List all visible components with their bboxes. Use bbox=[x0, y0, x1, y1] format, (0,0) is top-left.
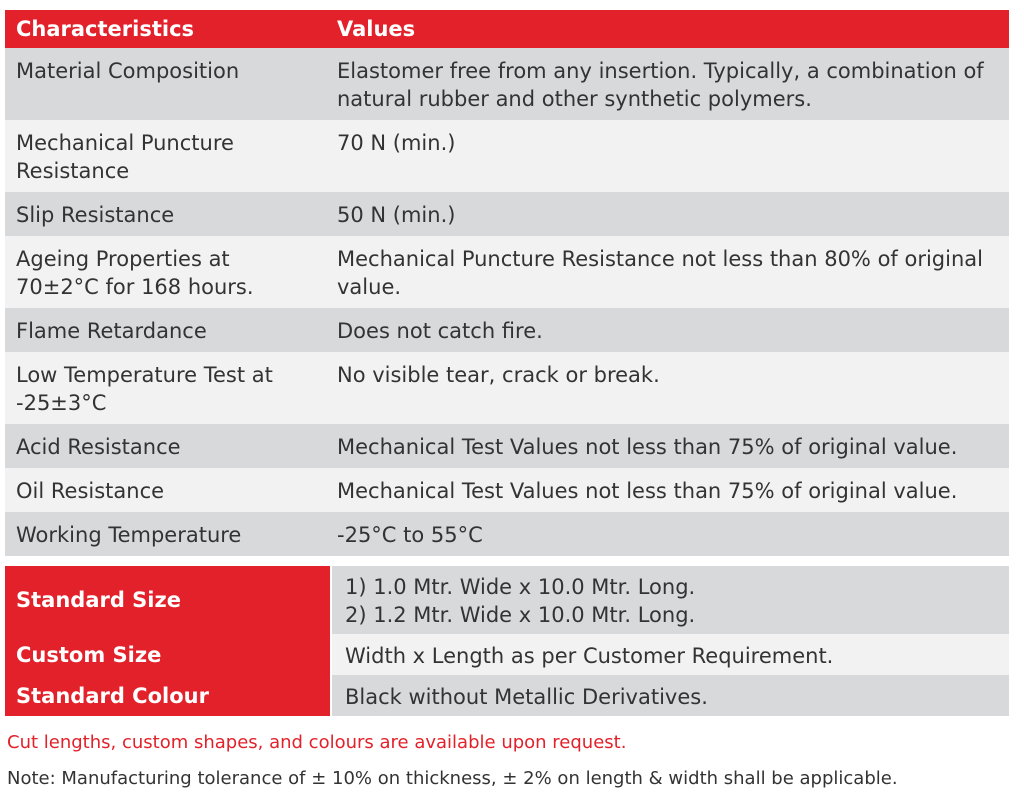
table-row bbox=[5, 566, 1009, 634]
characteristic-cell: Acid Resistance bbox=[5, 424, 321, 468]
characteristic-cell: Mechanical Puncture Resistance bbox=[5, 120, 321, 192]
value-cell: Does not catch fire. bbox=[321, 308, 1009, 352]
table-row bbox=[5, 48, 1009, 120]
standard-colour-label: Standard Colour bbox=[5, 675, 331, 716]
availability-note: Cut lengths, custom shapes, and colours are available upon request. bbox=[7, 732, 627, 753]
standard-size-values bbox=[331, 566, 1009, 634]
characteristic-cell: Slip Resistance bbox=[5, 192, 321, 236]
tolerance-note: Note: Manufacturing tolerance of ± 10% on thickness, ± 2% on length & width shall be applicable. bbox=[7, 768, 898, 789]
table-row bbox=[5, 352, 1009, 424]
standard-size-label: Standard Size bbox=[5, 566, 331, 634]
table-row bbox=[5, 308, 1009, 352]
header-values: Values bbox=[321, 10, 1009, 48]
custom-size-value: Width x Length as per Customer Requirement. bbox=[331, 634, 1009, 675]
characteristic-cell: Material Composition bbox=[5, 48, 321, 120]
table-row bbox=[5, 236, 1009, 308]
table-row bbox=[5, 192, 1009, 236]
custom-size-label: Custom Size bbox=[5, 634, 331, 675]
value-cell: Mechanical Test Values not less than 75% of original value. bbox=[321, 468, 1009, 512]
characteristic-cell: Working Temperature bbox=[5, 512, 321, 556]
characteristic-cell: Oil Resistance bbox=[5, 468, 321, 512]
table-row bbox=[5, 120, 1009, 192]
table-row bbox=[5, 512, 1009, 556]
standard-colour-value: Black without Metallic Derivatives. bbox=[331, 675, 1009, 716]
value-cell: 50 N (min.) bbox=[321, 192, 1009, 236]
value-cell: Mechanical Puncture Resistance not less than 80% of original value. bbox=[321, 236, 1009, 308]
value-cell: Mechanical Test Values not less than 75% of original value. bbox=[321, 424, 1009, 468]
specifications-table bbox=[5, 10, 1009, 556]
header-characteristics: Characteristics bbox=[5, 10, 321, 48]
value-cell: 70 N (min.) bbox=[321, 120, 1009, 192]
value-cell: -25°C to 55°C bbox=[321, 512, 1009, 556]
table-row bbox=[5, 675, 1009, 716]
standard-size-option: 2) 1.2 Mtr. Wide x 10.0 Mtr. Long. bbox=[345, 603, 696, 627]
table-row bbox=[5, 424, 1009, 468]
value-cell: No visible tear, crack or break. bbox=[321, 352, 1009, 424]
characteristic-cell: Flame Retardance bbox=[5, 308, 321, 352]
characteristic-cell: Ageing Properties at 70±2°C for 168 hours. bbox=[5, 236, 321, 308]
value-cell: Elastomer free from any insertion. Typically, a combination of natural rubber and other synthetic polymers. bbox=[321, 48, 1009, 120]
table-row bbox=[5, 634, 1009, 675]
characteristic-cell: Low Temperature Test at -25±3°C bbox=[5, 352, 321, 424]
size-colour-table bbox=[5, 566, 1009, 716]
standard-size-option: 1) 1.0 Mtr. Wide x 10.0 Mtr. Long. bbox=[345, 575, 696, 599]
spec-table-header-row bbox=[5, 10, 1009, 48]
table-row bbox=[5, 468, 1009, 512]
